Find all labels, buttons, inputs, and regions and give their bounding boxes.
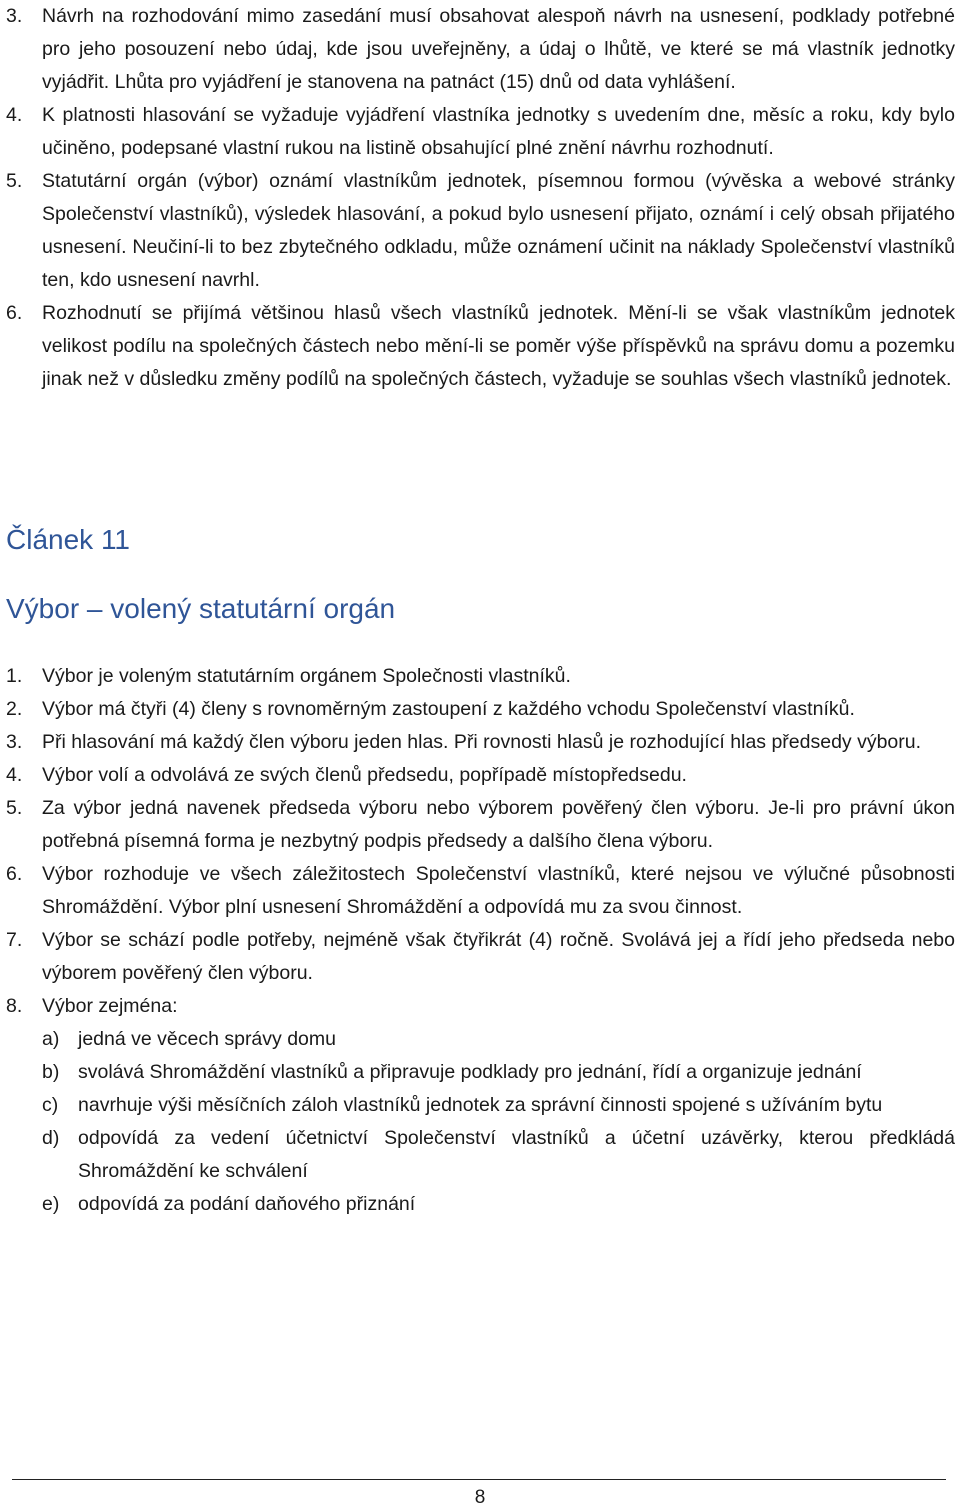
list-item bbox=[6, 165, 955, 297]
list-item bbox=[6, 99, 955, 165]
item-text: Výbor má čtyři (4) členy s rovnoměrným zastoupení z každého vchodu Společenství vlastníků. bbox=[42, 698, 855, 720]
item-number: 3. bbox=[6, 731, 23, 753]
item-number: 7. bbox=[6, 929, 23, 951]
item-number: 5. bbox=[6, 170, 23, 192]
item-number: 2. bbox=[6, 698, 23, 720]
item-text: K platnosti hlasování se vyžaduje vyjádření vlastníka jednotky s uvedením dne, měsíc a roku, kdy bylo učiněno, podepsané vlastní rukou na listině obsahující plné znění návrhu rozhodnutí. bbox=[42, 104, 955, 159]
article-number-heading: Článek 11 bbox=[6, 524, 131, 555]
sub-list-item bbox=[42, 1188, 955, 1221]
article-title-heading: Výbor – volený statutární orgán bbox=[6, 593, 396, 624]
previous-article-items bbox=[6, 0, 955, 396]
sub-item-letter: a) bbox=[42, 1028, 60, 1050]
list-item bbox=[6, 759, 955, 792]
sub-item-text: jedná ve věcech správy domu bbox=[78, 1028, 336, 1050]
footer-divider bbox=[12, 1479, 946, 1480]
sub-item-text: navrhuje výši měsíčních záloh vlastníků jednotek za správní činnosti spojené s užíváním bytu bbox=[78, 1094, 883, 1116]
list-item bbox=[6, 297, 955, 396]
list-item bbox=[6, 924, 955, 990]
item-number: 3. bbox=[6, 5, 23, 27]
list-item bbox=[6, 693, 955, 726]
sub-list-item bbox=[42, 1056, 955, 1089]
item-text: Za výbor jedná navenek předseda výboru nebo výborem pověřený člen výboru. Je-li pro právní úkon potřebná písemná forma je nezbytný podpis předsedy a dalšího člena výboru. bbox=[42, 797, 955, 852]
item-text: Výbor volí a odvolává ze svých členů předsedu, popřípadě místopředsedu. bbox=[42, 764, 687, 786]
article-items bbox=[6, 660, 955, 1221]
sub-list-item bbox=[42, 1023, 955, 1056]
sub-item-letter: b) bbox=[42, 1061, 60, 1083]
item-number: 6. bbox=[6, 863, 23, 885]
item-number: 1. bbox=[6, 665, 23, 687]
item-text: Výbor je voleným statutárním orgánem Společnosti vlastníků. bbox=[42, 665, 571, 687]
sub-item-text: odpovídá za vedení účetnictví Společenství vlastníků a účetní uzávěrky, kterou předkládá Shromáždění ke schválení bbox=[78, 1127, 955, 1182]
sub-item-letter: d) bbox=[42, 1127, 60, 1149]
item-text: Výbor rozhoduje ve všech záležitostech Společenství vlastníků, které nejsou ve výlučné působnosti Shromáždění. Výbor plní usnesení Shromáždění a odpovídá mu za svou činnost. bbox=[42, 863, 955, 918]
sub-item-text: odpovídá za podání daňového přiznání bbox=[78, 1193, 416, 1215]
sub-item-letter: c) bbox=[42, 1094, 59, 1116]
item-number: 5. bbox=[6, 797, 23, 819]
sub-item-text: svolává Shromáždění vlastníků a připravuje podklady pro jednání, řídí a organizuje jednání bbox=[78, 1061, 862, 1083]
item-number: 6. bbox=[6, 302, 23, 324]
sub-item-letter: e) bbox=[42, 1193, 60, 1215]
item-text: Návrh na rozhodování mimo zasedání musí obsahovat alespoň návrh na usnesení, podklady potřebné pro jeho posouzení nebo údaj, kde jsou uveřejněny, a údaj o lhůtě, ve které se má vlastník jednotky vyjádřit. Lhůta pro vyjádření je stanovena na patnáct (15) dnů od data vyhlášení. bbox=[42, 5, 955, 93]
page-number: 8 bbox=[474, 1487, 486, 1508]
item-text: Výbor zejména: bbox=[42, 995, 178, 1017]
list-item bbox=[6, 792, 955, 858]
item-text: Statutární orgán (výbor) oznámí vlastníkům jednotek, písemnou formou (vývěska a webové stránky Společenství vlastníků), výsledek hlasování, a pokud bylo usnesení přijato, oznámí i celý obsah přijatého usnesení. Neučiní-li to bez zbytečného odkladu, může oznámení učinit na náklady Společenství vlastníků ten, kdo usnesení navrhl. bbox=[42, 170, 955, 291]
sub-list-item bbox=[42, 1089, 955, 1122]
list-item bbox=[6, 990, 955, 1023]
list-item bbox=[6, 0, 955, 99]
item-text: Výbor se schází podle potřeby, nejméně však čtyřikrát (4) ročně. Svolává jej a řídí jeho předseda nebo výborem pověřený člen výboru. bbox=[42, 929, 955, 984]
list-item bbox=[6, 726, 955, 759]
list-item bbox=[6, 858, 955, 924]
item-number: 4. bbox=[6, 104, 23, 126]
list-item bbox=[6, 660, 955, 693]
item-text: Rozhodnutí se přijímá většinou hlasů všech vlastníků jednotek. Mění-li se však vlastníkům jednotek velikost podílu na společných částech nebo mění-li se poměr výše příspěvků na správu domu a pozemku jinak než v důsledku změny podílů na společných částech, vyžaduje se souhlas všech vlastníků jednotek. bbox=[42, 302, 955, 390]
item-number: 8. bbox=[6, 995, 23, 1017]
item-text: Při hlasování má každý člen výboru jeden hlas. Při rovnosti hlasů je rozhodující hlas předsedy výboru. bbox=[42, 731, 922, 753]
item-number: 4. bbox=[6, 764, 23, 786]
sub-list-item bbox=[42, 1122, 955, 1188]
